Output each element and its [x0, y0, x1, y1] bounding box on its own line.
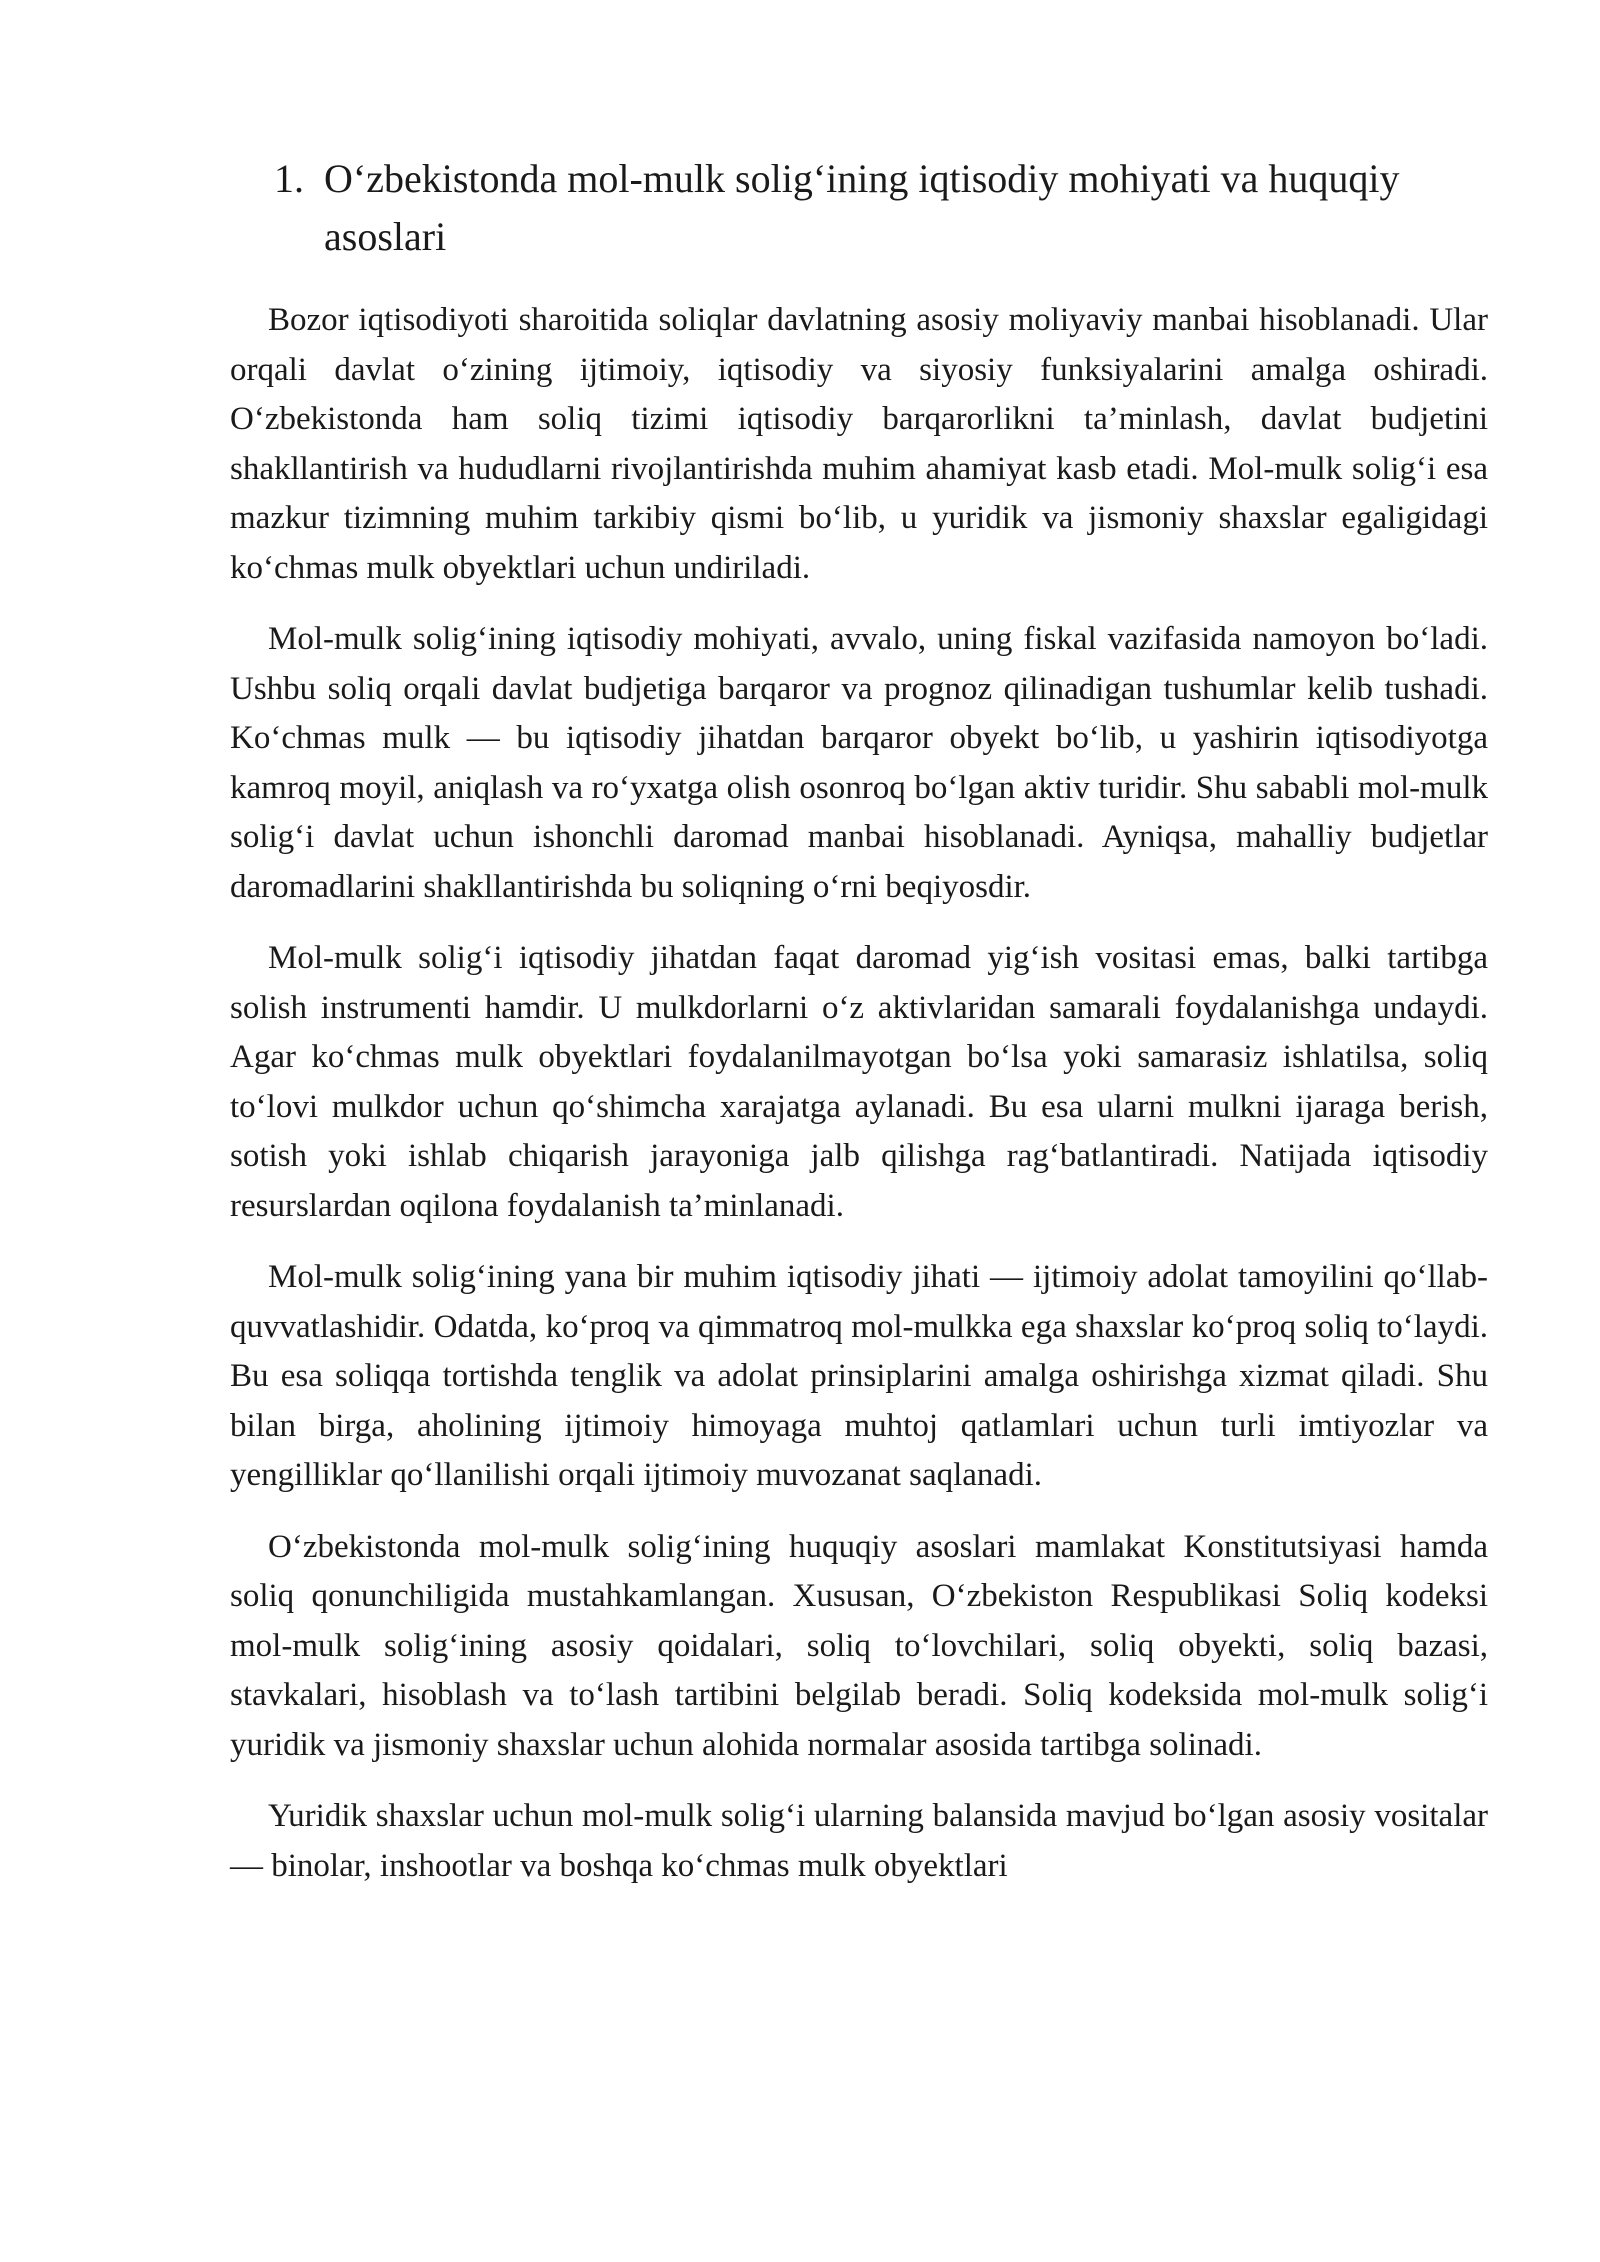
heading-number: 1.: [274, 156, 304, 201]
document-page: [230, 150, 1488, 1913]
paragraph-2: Mol-mulk solig‘ining iqtisodiy mohiyati, avvalo, uning fiskal vazifasida namoyon bo‘ladi. Ushbu soliq orqali davlat budjetiga barqaror va prognoz qilinadigan tushumlar kelib tushadi. Ko‘chmas mulk — bu iqtisodiy jihatdan barqaror obyekt bo‘lib, u yashirin iqtisodiyotga kamroq moyil, aniqlash va ro‘yxatga olish osonroq bo‘lgan aktiv turidir. Shu sababli mol-mulk solig‘i davlat uchun ishonchli daromad manbai hisoblanadi. Ayniqsa, mahalliy budjetlar daromadlarini shakllantirishda bu soliqning o‘rni beqiyosdir.: [230, 621, 1488, 905]
paragraph-3: Mol-mulk solig‘i iqtisodiy jihatdan faqat daromad yig‘ish vositasi emas, balki tartibga solish instrumenti hamdir. U mulkdorlarni o‘z aktivlaridan samarali foydalanishga undaydi. Agar ko‘chmas mulk obyektlari foydalanilmayotgan bo‘lsa yoki samarasiz ishlatilsa, soliq to‘lovi mulkdor uchun qo‘shimcha xarajatga aylanadi. Bu esa ularni mulkni ijaraga berish, sotish yoki ishlab chiqarish jarayoniga jalb qilishga rag‘batlantiradi. Natijada iqtisodiy resurslardan oqilona foydalanish ta’minlanadi.: [230, 940, 1488, 1224]
paragraph-6: Yuridik shaxslar uchun mol-mulk solig‘i ularning balansida mavjud bo‘lgan asosiy vositalar — binolar, inshootlar va boshqa ko‘chmas mulk obyektlari: [230, 1798, 1488, 1884]
heading-title: O‘zbekistonda mol-mulk solig‘ining iqtisodiy mohiyati va huquqiy asoslari: [324, 156, 1400, 259]
paragraph-5: O‘zbekistonda mol-mulk solig‘ining huquqiy asoslari mamlakat Konstitutsiyasi hamda soliq qonunchiligida mustahkamlangan. Xususan, O‘zbekiston Respublikasi Soliq kodeksi mol-mulk solig‘ining asosiy qoidalari, soliq to‘lovchilari, soliq obyekti, soliq bazasi, stavkalari, hisoblash va to‘lash tartibini belgilab beradi. Soliq kodeksida mol-mulk solig‘i yuridik va jismoniy shaxslar uchun alohida normalar asosida tartibga solinadi.: [230, 1528, 1488, 1763]
paragraph-4: Mol-mulk solig‘ining yana bir muhim iqtisodiy jihati — ijtimoiy adolat tamoyilini qo‘llab-quvvatlashidir. Odatda, ko‘proq va qimmatroq mol-mulkka ega shaxslar ko‘proq soliq to‘laydi. Bu esa soliqqa tortishda tenglik va adolat prinsiplarini amalga oshirishga xizmat qiladi. Shu bilan birga, aholining ijtimoiy himoyaga muhtoj qatlamlari uchun turli imtiyozlar va yengilliklar qo‘llanilishi orqali ijtimoiy muvozanat saqlanadi.: [230, 1259, 1488, 1493]
section-heading: [274, 150, 1488, 266]
paragraph-1: Bozor iqtisodiyoti sharoitida soliqlar davlatning asosiy moliyaviy manbai hisoblanadi. Ular orqali davlat o‘zining ijtimoiy, iqtisodiy va siyosiy funksiyalarini amalga oshiradi. O‘zbekistonda ham soliq tizimi iqtisodiy barqarorlikni ta’minlash, davlat budjetini shakllantirish va hududlarni rivojlantirishda muhim ahamiyat kasb etadi. Mol-mulk solig‘i esa mazkur tizimning muhim tarkibiy qismi bo‘lib, u yuridik va jismoniy shaxslar egaligidagi ko‘chmas mulk obyektlari uchun undiriladi.: [230, 302, 1488, 586]
